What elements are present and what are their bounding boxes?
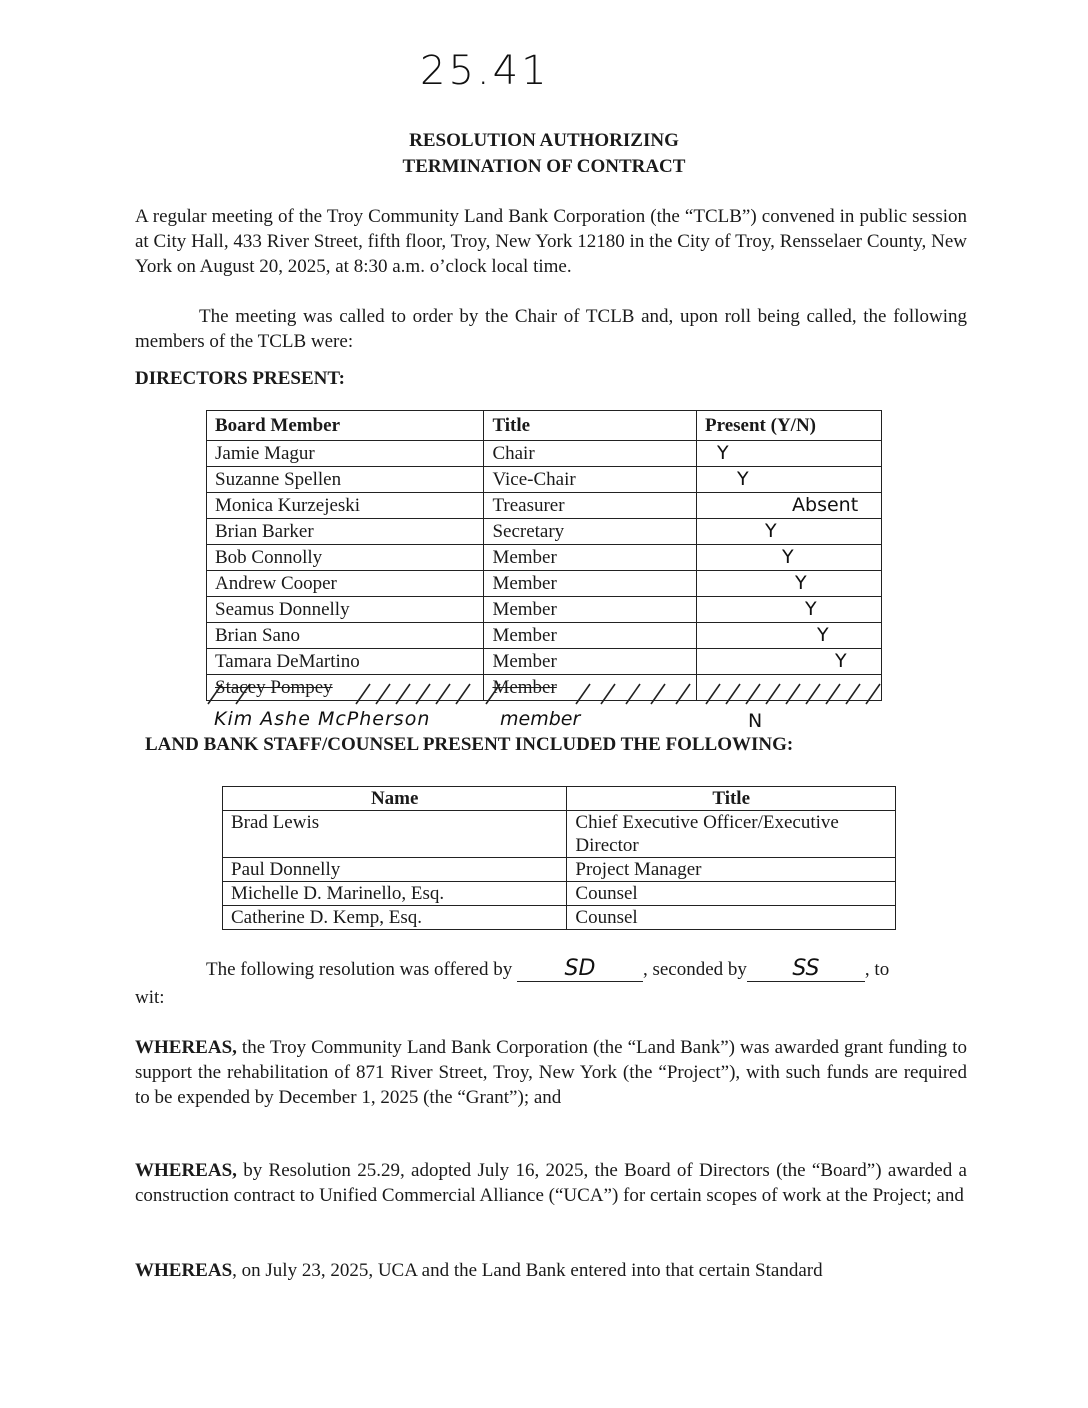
- header-title: Title: [484, 411, 697, 441]
- member-name: Andrew Cooper: [207, 571, 484, 597]
- member-title: Member: [484, 675, 697, 701]
- seconded-by-signature: SS: [747, 956, 865, 982]
- staff-title: Project Manager: [567, 858, 896, 882]
- member-name: Brian Sano: [207, 623, 484, 649]
- member-name: Tamara DeMartino: [207, 649, 484, 675]
- staff-name: Michelle D. Marinello, Esq.: [223, 882, 567, 906]
- staff-title: Counsel: [567, 882, 896, 906]
- resolution-suffix: , to: [864, 959, 890, 980]
- table-row: [223, 811, 896, 858]
- member-title: Member: [484, 571, 697, 597]
- member-title: Chair: [484, 441, 697, 467]
- handwritten-member-title: member: [500, 708, 581, 730]
- title-line-1: RESOLUTION AUTHORIZING: [409, 130, 679, 151]
- whereas-text: by Resolution 25.29, adopted July 16, 2025, the Board of Directors (the “Board”) awarded a construction contract to Unified Commercial Alliance (“UCA”) for certain scopes of work at the Project; and: [135, 1160, 967, 1206]
- document-number: 25.41: [420, 48, 550, 94]
- table-row: [207, 545, 882, 571]
- member-title: Secretary: [484, 519, 697, 545]
- header-name: Name: [223, 787, 567, 811]
- header-title: Title: [567, 787, 896, 811]
- whereas-text: the Troy Community Land Bank Corporation (the “Land Bank”) was awarded grant funding to support the rehabilitation of 871 River Street, Troy, New York (the “Project”), with such funds are required to be expended by December 1, 2025 (the “Grant”); and: [135, 1037, 967, 1108]
- handwritten-member-name: Kim Ashe McPherson: [214, 708, 431, 730]
- staff-title: Chief Executive Officer/Executive Director: [567, 811, 896, 858]
- staff-table: [222, 786, 896, 930]
- table-row: [207, 519, 882, 545]
- resolution-line: [206, 956, 889, 982]
- member-name: Suzanne Spellen: [207, 467, 484, 493]
- table-row: [207, 623, 882, 649]
- offered-by-signature: SD: [517, 956, 643, 982]
- whereas-clause-1: [135, 1035, 967, 1110]
- member-name: Bob Connolly: [207, 545, 484, 571]
- member-name: Seamus Donnelly: [207, 597, 484, 623]
- member-title: Member: [484, 649, 697, 675]
- member-name: Jamie Magur: [207, 441, 484, 467]
- resolution-continuation: wit:: [135, 987, 165, 1008]
- whereas-text: , on July 23, 2025, UCA and the Land Bank entered into that certain Standard: [232, 1260, 823, 1281]
- header-board-member: Board Member: [207, 411, 484, 441]
- staff-name: Brad Lewis: [223, 811, 567, 858]
- member-present: Y: [697, 623, 882, 649]
- staff-title: Counsel: [567, 906, 896, 930]
- directors-table-header: [207, 411, 882, 441]
- directors-table: [206, 410, 882, 701]
- member-present: Y: [697, 571, 882, 597]
- whereas-keyword: WHEREAS,: [135, 1160, 237, 1181]
- title-line-2: TERMINATION OF CONTRACT: [402, 156, 686, 177]
- strike-through-marks: [206, 680, 882, 708]
- whereas-keyword: WHEREAS: [135, 1260, 233, 1281]
- table-row: [207, 493, 882, 519]
- resolution-middle: , seconded by: [642, 959, 747, 980]
- table-row: [223, 882, 896, 906]
- whereas-clause-2: [135, 1158, 967, 1208]
- whereas-keyword: WHEREAS,: [135, 1037, 237, 1058]
- member-present: Y: [697, 467, 882, 493]
- member-title: Treasurer: [484, 493, 697, 519]
- table-row: [207, 597, 882, 623]
- member-name: Monica Kurzejeski: [207, 493, 484, 519]
- table-row: [207, 441, 882, 467]
- member-title: Member: [484, 597, 697, 623]
- table-row: [207, 649, 882, 675]
- member-name: Brian Barker: [207, 519, 484, 545]
- table-row: [223, 906, 896, 930]
- member-present: Y: [697, 441, 882, 467]
- header-present: Present (Y/N): [697, 411, 882, 441]
- staff-heading: LAND BANK STAFF/COUNSEL PRESENT INCLUDED THE FOLLOWING:: [145, 734, 794, 755]
- whereas-clause-3: [135, 1258, 967, 1283]
- member-title: Member: [484, 545, 697, 571]
- table-row: [207, 467, 882, 493]
- directors-heading: DIRECTORS PRESENT:: [135, 368, 345, 389]
- member-name: Stacey Pompey: [207, 675, 484, 701]
- member-present: Y: [697, 597, 882, 623]
- roll-paragraph: The meeting was called to order by the Chair of TCLB and, upon roll being called, the following members of the TCLB were:: [135, 306, 967, 352]
- resolution-prefix: The following resolution was offered by: [206, 959, 513, 980]
- staff-name: Catherine D. Kemp, Esq.: [223, 906, 567, 930]
- member-title: Vice-Chair: [484, 467, 697, 493]
- member-present: Y: [697, 545, 882, 571]
- member-present: Y: [697, 519, 882, 545]
- member-title: Member: [484, 623, 697, 649]
- intro-paragraph: A regular meeting of the Troy Community Land Bank Corporation (the “TCLB”) convened in public session at City Hall, 433 River Street, fifth floor, Troy, New York 12180 in the City of Troy, Rensselaer County, New York on August 20, 2025, at 8:30 a.m. o’clock local time.: [135, 206, 967, 277]
- member-present: Y: [697, 649, 882, 675]
- table-row: [223, 858, 896, 882]
- staff-table-header: [223, 787, 896, 811]
- staff-name: Paul Donnelly: [223, 858, 567, 882]
- member-present: Absent: [697, 493, 882, 519]
- table-row: [207, 571, 882, 597]
- handwritten-member-present: N: [748, 710, 763, 732]
